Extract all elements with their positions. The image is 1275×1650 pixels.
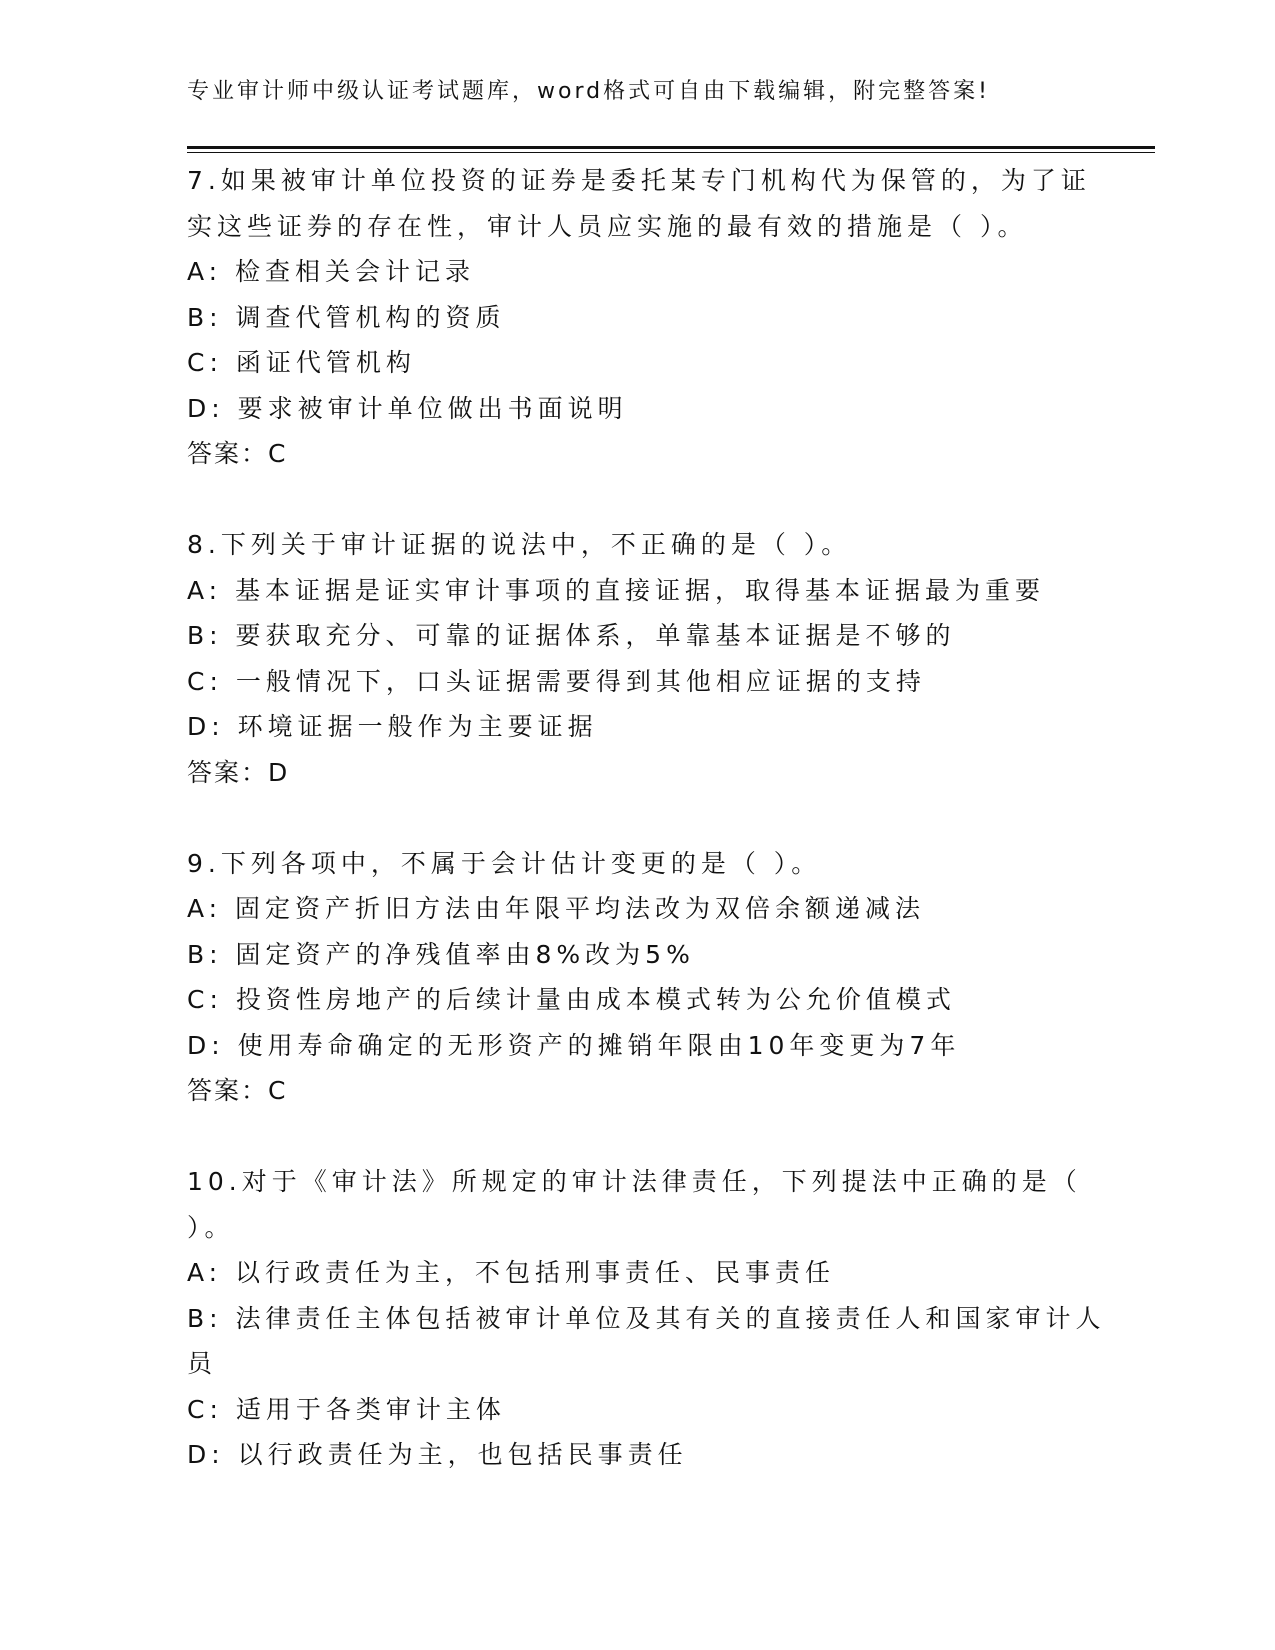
question-stem-line: 9.下列各项中，不属于会计估计变更的是（ ）。 [187,848,822,878]
option-b: B: 调查代管机构的资质 [187,302,506,332]
option-a: A: 基本证据是证实审计事项的直接证据，取得基本证据最为重要 [187,575,1046,605]
question-stem-line: ）。 [187,1212,235,1242]
option-b-continued: 员 [187,1349,218,1378]
answer-label: 答案：C [187,1076,288,1105]
spacer [187,477,1087,523]
option-a: A: 以行政责任为主，不包括刑事责任、民事责任 [187,1258,836,1287]
question-stem-line: 实这些证券的存在性，审计人员应实施的最有效的措施是（ ）。 [187,211,1028,241]
option-c: C: 函证代管机构 [187,348,416,377]
question-9 [187,841,1087,1114]
option-a: A: 检查相关会计记录 [187,257,476,286]
option-d: D: 使用寿命确定的无形资产的摊销年限由10年变更为7年 [187,1030,961,1060]
question-stem-line: 10.对于《审计法》所规定的审计法律责任，下列提法中正确的是（ [187,1167,1082,1196]
answer-label: 答案：D [187,757,290,787]
question-10 [187,1159,1106,1478]
question-8 [187,522,1087,795]
option-b: B: 固定资产的净残值率由8%改为5% [187,939,695,969]
option-b: B: 要获取充分、可靠的证据体系，单靠基本证据是不够的 [187,621,956,650]
option-c: C: 一般情况下，口头证据需要得到其他相应证据的支持 [187,666,926,696]
option-c: C: 投资性房地产的后续计量由成本模式转为公允价值模式 [187,985,956,1014]
option-d: D: 环境证据一般作为主要证据 [187,712,598,741]
option-b: B: 法律责任主体包括被审计单位及其有关的直接责任人和国家审计人 [187,1303,1106,1333]
question-7 [187,158,1091,477]
spacer [187,795,1087,841]
option-d: D: 要求被审计单位做出书面说明 [187,393,628,423]
header-rule-thin [187,152,1155,153]
page-header: 专业审计师中级认证考试题库，word格式可自由下载编辑，附完整答案! [187,79,990,104]
question-stem-line: 7.如果被审计单位投资的证券是委托某专门机构代为保管的，为了证 [187,166,1091,195]
header-rule-thick [187,146,1155,149]
option-a: A: 固定资产折旧方法由年限平均法改为双倍余额递减法 [187,894,926,923]
answer-label: 答案：C [187,439,288,468]
question-list [187,158,1106,1478]
spacer [187,1114,1087,1160]
question-stem-line: 8.下列关于审计证据的说法中，不正确的是（ ）。 [187,530,852,559]
option-c: C: 适用于各类审计主体 [187,1394,506,1424]
option-d: D: 以行政责任为主，也包括民事责任 [187,1440,688,1469]
